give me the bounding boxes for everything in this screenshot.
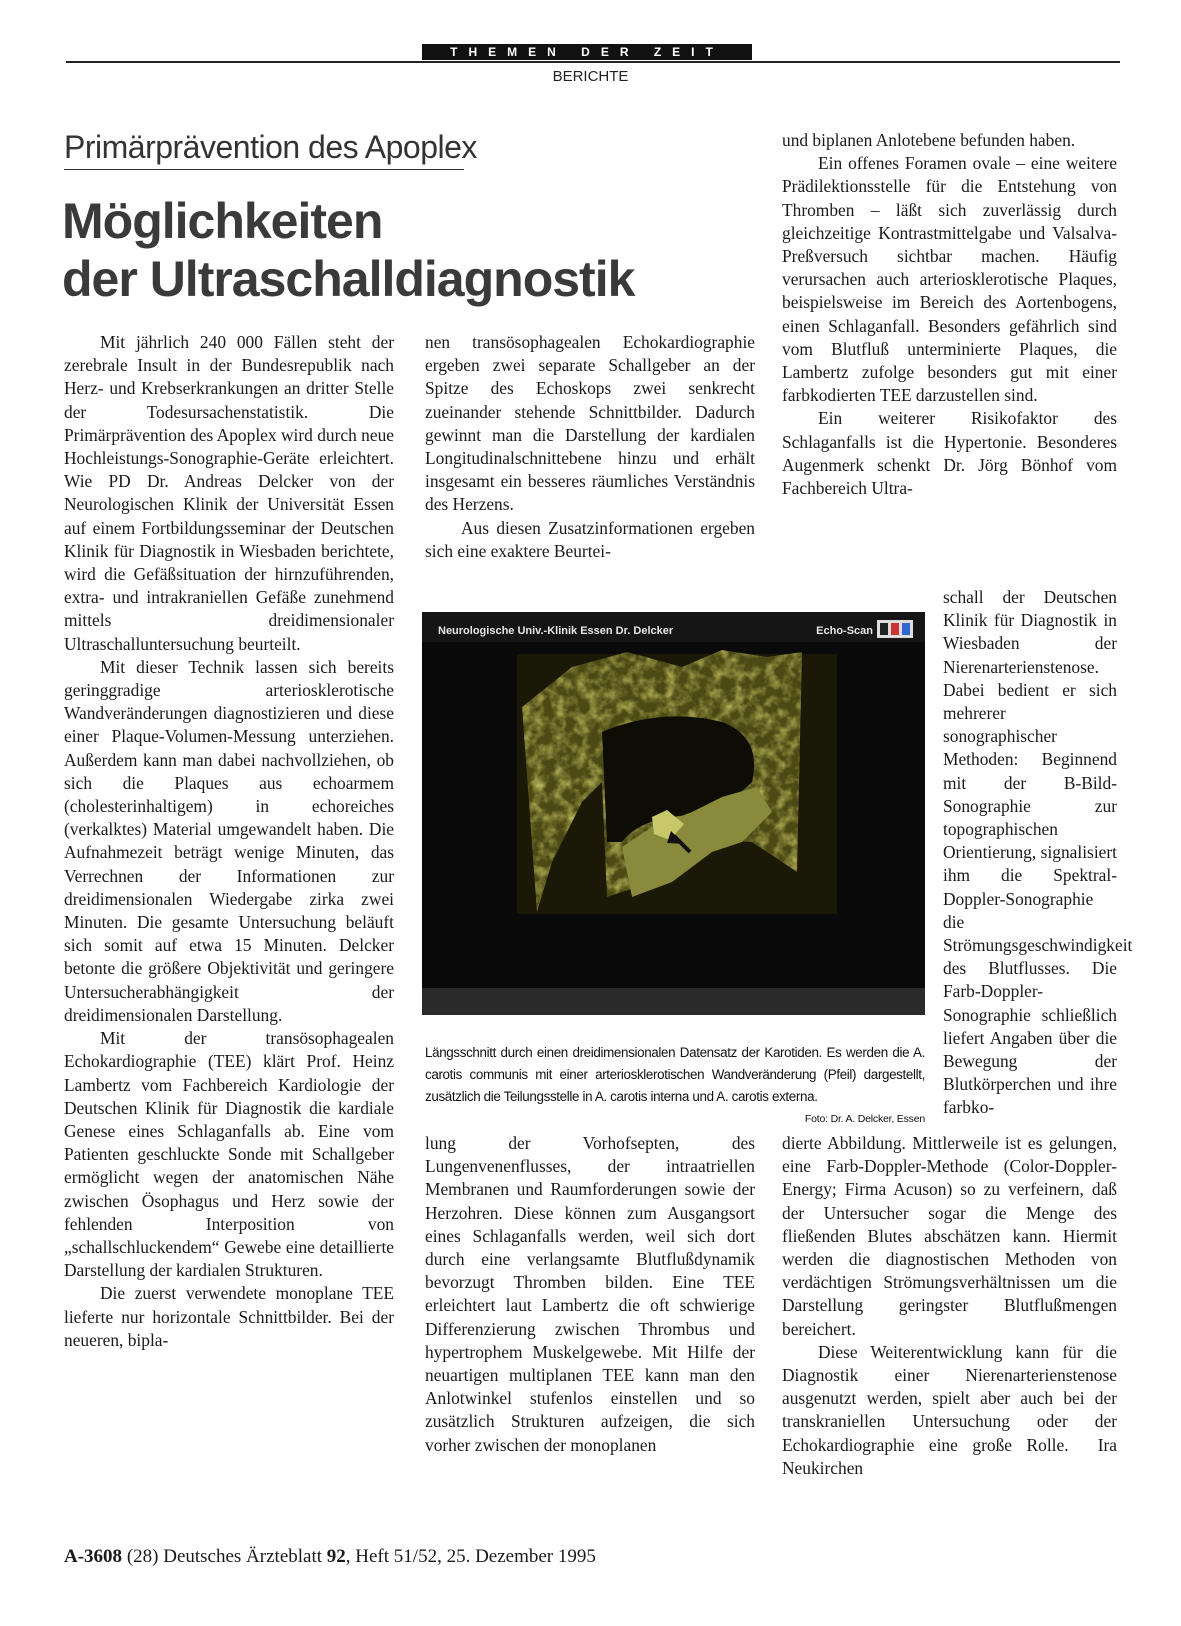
column-3-bottom [782, 1132, 1117, 1480]
paragraph: Mit jährlich 240 000 Fällen steht der zerebrale Insult in der Bundesrepublik nach Herz- und Krebserkrankungen an dritter Stelle der Todesursachenstatistik. Die Primärprävention des Apoplex wird durch neue Hochleistungs-Sonographie-Geräte erleichtert. Wie PD Dr. Andreas Delcker von der Neurologischen Klinik der Universität Essen auf einem Fortbildungsseminar der Deutschen Klinik für Diagnostik in Wiesbaden berichtete, wird die Gefäßsituation der hirnzuführenden, extra- und intrakraniellen Gefäße zunehmend mittels dreidimensionaler Ultraschalluntersuchung beurteilt. [64, 332, 394, 654]
footer-journal: (28) Deutsches Ärzteblatt [122, 1546, 327, 1567]
photo-credit: Foto: Dr. A. Delcker, Essen [804, 1113, 925, 1125]
article-kicker: Primärprävention des Apoplex [64, 131, 464, 170]
paragraph-text: Diese Weiterentwicklung kann für die Diagnostik einer Nierenarterienstenose ausgenutzt werden, spielt aber auch bei der transkraniellen Untersuchung oder der Echokardiographie eine große Rolle. [782, 1341, 1117, 1455]
column-3-narrow [943, 586, 1133, 1120]
paragraph: nen transösophagealen Echokardiographie ergeben zwei separate Schallgeber an der Spitze des Echoskops zwei senkrecht zueinander stehende Schnittbilder. Dadurch gewinnt man die Darstellung der kardialen Longitudinalschnittebene hinzu und erhält insgesamt ein besseres räumliches Verständnis des Herzens. [425, 332, 755, 515]
footer-volume: 92 [326, 1546, 346, 1567]
column-2-bottom [425, 1132, 755, 1457]
paragraph: Die zuerst verwendete monoplane TEE lieferte nur horizontale Schnittbilder. Bei der neueren, bipla- [64, 1283, 394, 1350]
image-overlay-bar [422, 612, 925, 642]
page-footer [64, 1546, 596, 1568]
paragraph [782, 1341, 1117, 1480]
page-number: A-3608 [64, 1546, 123, 1567]
paragraph: Mit der transösophagealen Echokardiographie (TEE) klärt Prof. Heinz Lambertz vom Fachbereich Kardiologie der Deutschen Klinik für Diagnostik die kardiale Genese eines Schlaganfalls ab. Eine vom Patienten geschluckte Sonde mit Schallgeber ermöglicht wegen der anatomischen Nähe zwischen Ösophagus und Herz sowie der fehlenden Interposition von „schallschluckendem“ Gewebe eine detaillierte Darstellung der kardialen Strukturen. [64, 1028, 394, 1281]
paragraph: Ein offenes Foramen ovale – eine weitere Prädilektionsstelle für die Entstehung von Thromben – läßt sich zuverlässig durch gleichzeitige Kontrastmittelgabe und Valsalva-Preßversuch sichtbar machen. Häufig verursachen auch arteriosklerotische Plaques, beispielsweise im Bereich des Aortenbogens, einen Schlaganfall. Besonders gefährlich sind vom Blutfluß unterminierte Plaques, die Lambertz zufolge besonders gut mit einer farbkodierten TEE darzustellen sind. [782, 153, 1117, 406]
paragraph: und biplanen Anlotebene befunden haben. [782, 130, 1076, 150]
paragraph: schall der Deutschen Klinik für Diagnostik in Wiesbaden der Nierenarterienstenose. Dabei bedient er sich mehrerer sonographischer Methoden: Beginnend mit der B-Bild-Sonographie zur topographischen Orientierung, signalisiert ihm die Spektral-Doppler-Sonographie die Strömungsgeschwindigkeit des Blutflusses. Die Farb-Doppler-Sonographie schließlich liefert Angaben über die Bewegung der Blutkörperchen und ihre farbko- [943, 587, 1133, 1118]
caption-text: Längsschnitt durch einen dreidimensionalen Datensatz der Karotiden. Es werden die A. carotis communis mit einer arteriosklerotischen Wandveränderung (Pfeil) dargestellt, zusätzlich die Teilungsstelle in A. carotis interna und A. carotis externa. [425, 1045, 925, 1104]
paragraph: lung der Vorhofsepten, des Lungenvenenflusses, der intraatriellen Membranen und Raumforderungen sowie der Herzohren. Diese können zum Ausgangsort eines Schlaganfalls werden, weil sich dort durch eine verlangsamte Blutflußdynamik bevorzugt Thromben bilden. Eine TEE erleichtert laut Lambertz die oft schwierige Differenzierung zwischen Thrombus und hypertrophem Muskelgewebe. Mit Hilfe der neuartigen multiplanen TEE kann man den Anlotwinkel stufenlos einstellen und so zusätzlich Strukturen aufzeigen, die sich vorher zwischen der monoplanen [425, 1133, 755, 1455]
paragraph: Ein weiterer Risikofaktor des Schlaganfalls ist die Hypertonie. Besonderes Augenmerk schenkt Dr. Jörg Bönhof vom Fachbereich Ultra- [782, 408, 1117, 499]
column-3-top [782, 129, 1117, 500]
title-line-2: der Ultraschalldiagnostik [62, 251, 635, 307]
image-overlay-right: Echo-Scan [816, 625, 873, 637]
image-overlay-left: Neurologische Univ.-Klinik Essen Dr. Delcker [438, 625, 674, 637]
author-name: Ira Neukirchen [782, 1434, 1117, 1478]
section-band: THEMEN DER ZEIT [422, 44, 752, 60]
title-line-1: Möglichkeiten [62, 193, 383, 249]
scanner-logo-icon [877, 620, 913, 638]
ultrasound-scan-graphic [422, 612, 925, 1015]
ultrasound-image [422, 612, 925, 1015]
column-1 [64, 331, 394, 1352]
paragraph: Aus diesen Zusatzinformationen ergeben sich eine exaktere Beurtei- [425, 517, 755, 561]
column-2-top [425, 331, 755, 563]
paragraph: dierte Abbildung. Mittlerweile ist es gelungen, eine Farb-Doppler-Methode (Color-Doppler-Energy; Firma Acuson) so zu verfeinern, daß der Untersucher sogar die Menge des fließenden Blutes abschätzen kann. Hiermit werden die diagnostischen Methoden von verdächtigen Strömungsverhältnissen um die Darstellung geringster Blutflußmengen bereichert. [782, 1133, 1117, 1339]
header-rule [66, 61, 1120, 63]
section-label: BERICHTE [552, 68, 629, 85]
article-title [62, 192, 742, 308]
paragraph: Mit dieser Technik lassen sich bereits geringgradige arteriosklerotische Wandveränderungen diagnostizieren und diese einer Plaque-Volumen-Messung unterziehen. Außerdem kann man dabei nachvollziehen, ob sich die Plaques aus echoarmem (cholesterinhaltigem) in echoreiches (verkalktes) Material umgewandelt haben. Die Aufnahmezeit beträgt wenige Minuten, das Verrechnen der Informationen zur dreidimensionalen Wiedergabe zirka zwei Minuten. Die gesamte Untersuchung beläuft sich somit auf etwa 15 Minuten. Delcker betonte die größere Objektivität und geringere Untersucherabhängigkeit der dreidimensionalen Darstellung. [64, 656, 394, 1025]
footer-issue: , Heft 51/52, 25. Dezember 1995 [345, 1546, 596, 1567]
figure-caption [425, 1042, 925, 1125]
